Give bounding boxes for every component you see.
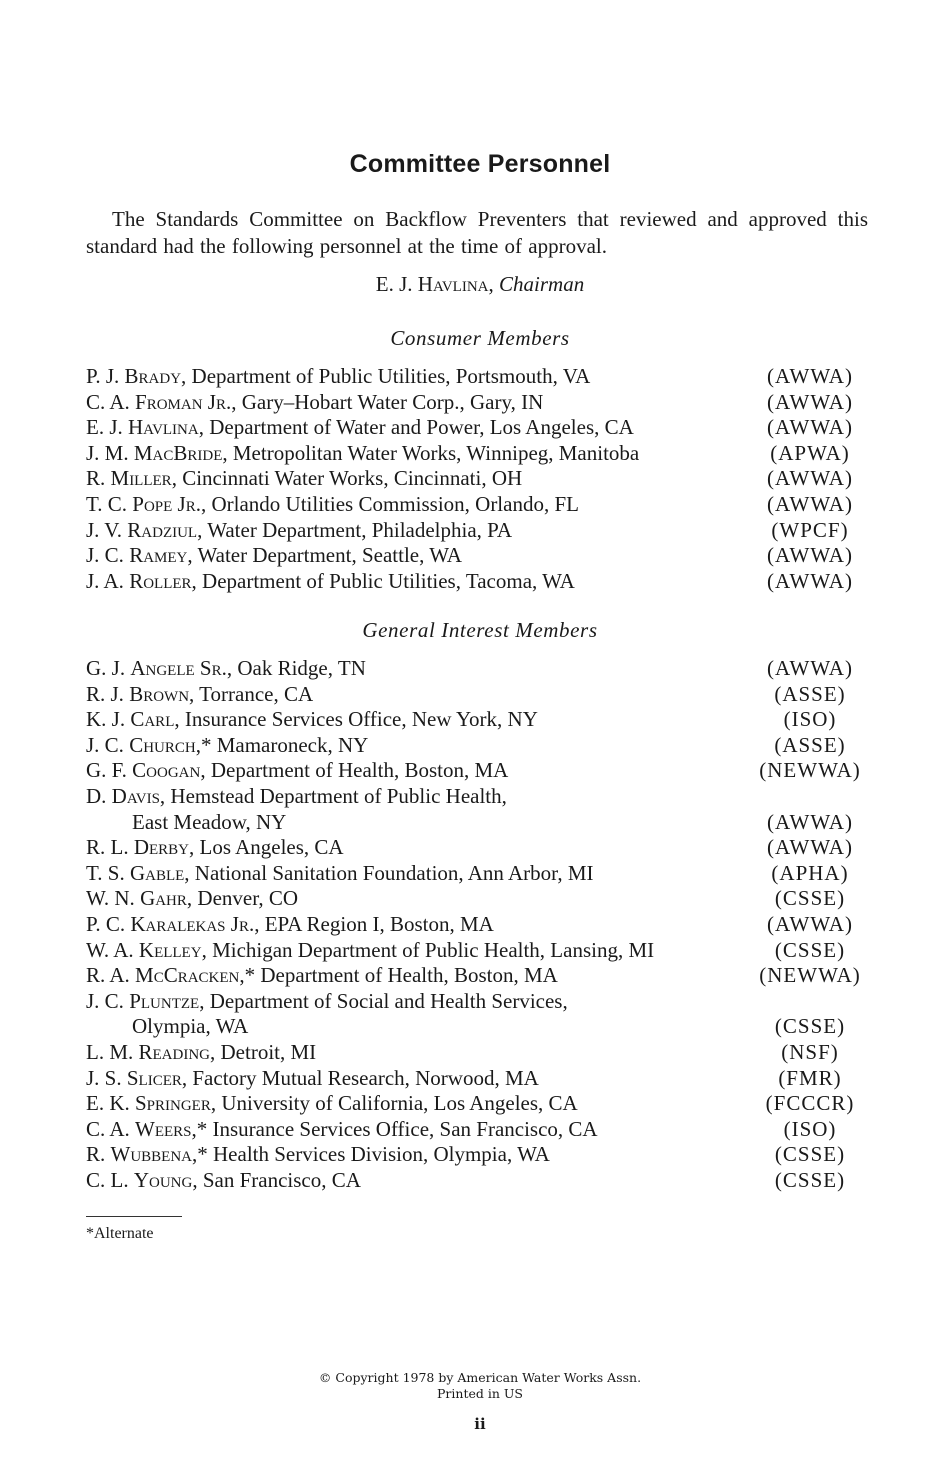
member-organization: (AWWA) bbox=[767, 543, 853, 568]
page-number: ii bbox=[474, 1415, 486, 1433]
member-affiliation: , National Sanitation Foundation, Ann Arbor, MI bbox=[184, 860, 594, 885]
member-initials: R. A. bbox=[86, 963, 136, 988]
member-affiliation: ,* Mamaroneck, NY bbox=[195, 732, 369, 757]
member-affiliation-continued: East Meadow, NY bbox=[132, 809, 287, 834]
member-surname: Davis bbox=[111, 783, 160, 808]
member-organization: (AWWA) bbox=[767, 491, 853, 516]
member-surname: Angele Sr. bbox=[130, 656, 227, 680]
member-surname: Havlina bbox=[128, 415, 199, 440]
member-initials: C. A. bbox=[86, 1116, 136, 1141]
footnote-divider bbox=[86, 1216, 182, 1217]
member-initials: J. C. bbox=[86, 543, 130, 568]
member-entry bbox=[86, 569, 876, 595]
member-organization: (ISO) bbox=[783, 1116, 837, 1141]
member-organization: (CSSE) bbox=[774, 1014, 846, 1039]
member-initials: E. K. bbox=[86, 1091, 135, 1116]
member-organization: (CSSE) bbox=[774, 937, 846, 962]
member-initials: E. J. bbox=[86, 415, 128, 440]
member-entry bbox=[86, 1168, 876, 1194]
member-affiliation: , Department of Health, Boston, MA bbox=[200, 758, 509, 783]
member-entry bbox=[86, 1142, 876, 1168]
member-initials: D. bbox=[86, 783, 112, 808]
member-entry bbox=[86, 492, 876, 518]
member-organization: (AWWA) bbox=[767, 656, 853, 680]
consumer-members-heading: Consumer Members bbox=[390, 326, 570, 350]
member-organization: (CSSE) bbox=[774, 886, 846, 911]
member-entry bbox=[86, 733, 876, 759]
member-surname: Church bbox=[129, 732, 196, 757]
member-organization: (ASSE) bbox=[774, 681, 846, 706]
member-organization: (FMR) bbox=[778, 1065, 842, 1090]
member-organization: (ASSE) bbox=[774, 732, 846, 757]
chairman-line: E. J. Havlina, Chairman bbox=[375, 272, 585, 296]
copyright-notice bbox=[0, 1370, 950, 1402]
member-affiliation: ,* Department of Health, Boston, MA bbox=[239, 963, 558, 988]
member-surname: Weers bbox=[135, 1116, 192, 1141]
member-affiliation: , Factory Mutual Research, Norwood, MA bbox=[181, 1065, 539, 1090]
member-initials: J. C. bbox=[86, 988, 130, 1013]
member-line bbox=[86, 989, 876, 1015]
member-entry bbox=[86, 989, 876, 1040]
member-affiliation: , Water Department, Philadelphia, PA bbox=[197, 517, 513, 542]
member-organization: (AWWA) bbox=[767, 364, 853, 388]
member-organization: (CSSE) bbox=[774, 1167, 846, 1192]
member-entry bbox=[86, 364, 876, 390]
member-initials: C. A. bbox=[86, 389, 136, 414]
page-title: Committee Personnel bbox=[349, 150, 611, 178]
member-organization: (NEWWA) bbox=[759, 963, 861, 988]
member-surname: McCracken bbox=[135, 963, 240, 988]
member-affiliation: ,* Insurance Services Office, San Francisco, CA bbox=[191, 1116, 598, 1141]
copyright-line: © Copyright 1978 by American Water Works Assn. bbox=[318, 1370, 642, 1385]
member-initials: J. A. bbox=[86, 568, 130, 593]
member-initials: W. A. bbox=[86, 937, 139, 962]
member-affiliation: , Hemstead Department of Public Health, bbox=[159, 783, 507, 808]
member-initials: R. bbox=[86, 466, 111, 491]
member-surname: Brown bbox=[129, 681, 190, 706]
member-surname: Karalekas Jr. bbox=[130, 911, 255, 936]
member-affiliation-continued: Olympia, WA bbox=[132, 1014, 249, 1039]
member-line bbox=[86, 784, 876, 810]
member-affiliation: , EPA Region I, Boston, MA bbox=[254, 911, 494, 936]
member-organization: (WPCF) bbox=[771, 517, 849, 542]
member-surname: Ramey bbox=[129, 543, 188, 568]
printed-in-line: Printed in US bbox=[437, 1386, 523, 1401]
member-initials: T. C. bbox=[86, 491, 133, 516]
member-entry bbox=[86, 415, 876, 441]
member-organization: (CSSE) bbox=[774, 1142, 846, 1167]
member-initials: T. S. bbox=[86, 860, 130, 885]
member-surname: Pope Jr. bbox=[132, 491, 201, 516]
member-surname: Froman Jr. bbox=[135, 389, 232, 414]
member-organization: (AWWA) bbox=[767, 911, 853, 936]
member-entry bbox=[86, 861, 876, 887]
member-surname: Pluntze bbox=[129, 988, 200, 1013]
member-entry bbox=[86, 390, 876, 416]
member-surname: Slicer bbox=[126, 1065, 182, 1090]
member-affiliation: , Denver, CO bbox=[186, 886, 299, 911]
member-organization: (ISO) bbox=[783, 707, 837, 732]
member-affiliation: , University of California, Los Angeles, CA bbox=[210, 1091, 578, 1116]
consumer-members-list bbox=[86, 364, 876, 594]
member-entry bbox=[86, 1091, 876, 1117]
member-affiliation: , Detroit, MI bbox=[210, 1039, 317, 1064]
member-entry bbox=[86, 963, 876, 989]
member-initials: G. F. bbox=[86, 758, 133, 783]
member-organization: (FCCCR) bbox=[765, 1091, 855, 1116]
member-initials: G. J. bbox=[86, 656, 131, 680]
member-affiliation: , Orlando Utilities Commission, Orlando, FL bbox=[200, 491, 579, 516]
member-organization: (AWWA) bbox=[767, 389, 853, 414]
member-entry bbox=[86, 1040, 876, 1066]
member-affiliation: ,* Health Services Division, Olympia, WA bbox=[192, 1142, 550, 1167]
member-surname: Wubbena bbox=[110, 1142, 193, 1167]
member-initials: R. bbox=[86, 1142, 111, 1167]
member-organization: (AWWA) bbox=[767, 835, 853, 860]
member-initials: W. N. bbox=[86, 886, 141, 911]
member-surname: MacBride bbox=[133, 440, 223, 465]
member-affiliation: , Los Angeles, CA bbox=[189, 835, 344, 860]
member-affiliation: , Department of Social and Health Services, bbox=[199, 988, 568, 1013]
footnote-alternate: *Alternate bbox=[86, 1225, 154, 1242]
member-surname: Brady bbox=[124, 364, 182, 388]
member-entry bbox=[86, 543, 876, 569]
member-initials: L. M. bbox=[86, 1039, 139, 1064]
member-affiliation: , Metropolitan Water Works, Winnipeg, Manitoba bbox=[222, 440, 640, 465]
member-entry bbox=[86, 758, 876, 784]
member-surname: Kelley bbox=[138, 937, 202, 962]
intro-paragraph: The Standards Committee on Backflow Preventers that reviewed and approved this standard had the following personnel at the time of approval. bbox=[86, 207, 868, 258]
member-surname: Miller bbox=[110, 466, 172, 491]
member-affiliation: , Cincinnati Water Works, Cincinnati, OH bbox=[171, 466, 523, 491]
member-entry bbox=[86, 656, 876, 682]
member-surname: Gable bbox=[129, 860, 185, 885]
member-initials: J. S. bbox=[86, 1065, 127, 1090]
member-organization: (AWWA) bbox=[767, 466, 853, 491]
member-surname: Radziul bbox=[127, 517, 198, 542]
member-entry bbox=[86, 682, 876, 708]
member-initials: R. J. bbox=[86, 681, 130, 706]
member-entry bbox=[86, 1117, 876, 1143]
member-entry bbox=[86, 1066, 876, 1092]
member-affiliation: , Oak Ridge, TN bbox=[226, 656, 366, 680]
member-affiliation: , Michigan Department of Public Health, Lansing, MI bbox=[201, 937, 655, 962]
general-interest-members-heading: General Interest Members bbox=[362, 618, 598, 642]
member-entry bbox=[86, 707, 876, 733]
member-organization: (APHA) bbox=[771, 860, 849, 885]
member-surname: Gahr bbox=[140, 886, 187, 911]
member-surname: Reading bbox=[138, 1039, 210, 1064]
member-initials: K. J. bbox=[86, 707, 131, 732]
member-organization: (APWA) bbox=[770, 440, 850, 465]
member-entry bbox=[86, 835, 876, 861]
member-organization: (NSF) bbox=[781, 1039, 839, 1064]
member-initials: R. L. bbox=[86, 835, 134, 860]
member-surname: Springer bbox=[135, 1091, 211, 1116]
member-entry bbox=[86, 784, 876, 835]
member-surname: Derby bbox=[133, 835, 190, 860]
member-organization: (NEWWA) bbox=[759, 758, 861, 783]
member-initials: P. C. bbox=[86, 911, 131, 936]
member-surname: Coogan bbox=[132, 758, 201, 783]
member-affiliation: , Gary–Hobart Water Corp., Gary, IN bbox=[231, 389, 544, 414]
member-affiliation: , Torrance, CA bbox=[189, 681, 314, 706]
member-entry bbox=[86, 441, 876, 467]
member-surname: Carl bbox=[130, 707, 175, 732]
member-initials: J. M. bbox=[86, 440, 134, 465]
chairman-role: Chairman bbox=[499, 272, 585, 296]
general-interest-members-list bbox=[86, 656, 876, 1193]
member-initials: J. V. bbox=[86, 517, 128, 542]
member-entry bbox=[86, 938, 876, 964]
member-initials: J. C. bbox=[86, 732, 130, 757]
member-entry bbox=[86, 912, 876, 938]
member-affiliation: , San Francisco, CA bbox=[192, 1167, 361, 1192]
member-affiliation: , Water Department, Seattle, WA bbox=[187, 543, 462, 568]
member-affiliation: , Department of Water and Power, Los Angeles, CA bbox=[198, 415, 634, 440]
member-organization: (AWWA) bbox=[767, 415, 853, 440]
member-affiliation: , Department of Public Utilities, Tacoma, WA bbox=[191, 568, 575, 593]
chairman-name: E. J. Havlina bbox=[375, 272, 489, 296]
member-initials: P. J. bbox=[86, 364, 125, 388]
member-affiliation: , Insurance Services Office, New York, NY bbox=[174, 707, 538, 732]
member-initials: C. L. bbox=[86, 1167, 134, 1192]
member-organization: (AWWA) bbox=[767, 568, 853, 593]
member-organization: (AWWA) bbox=[767, 809, 853, 834]
member-surname: Roller bbox=[129, 568, 192, 593]
member-entry bbox=[86, 518, 876, 544]
member-entry bbox=[86, 466, 876, 492]
member-affiliation: , Department of Public Utilities, Portsmouth, VA bbox=[181, 364, 591, 388]
member-surname: Young bbox=[133, 1167, 193, 1192]
member-entry bbox=[86, 886, 876, 912]
